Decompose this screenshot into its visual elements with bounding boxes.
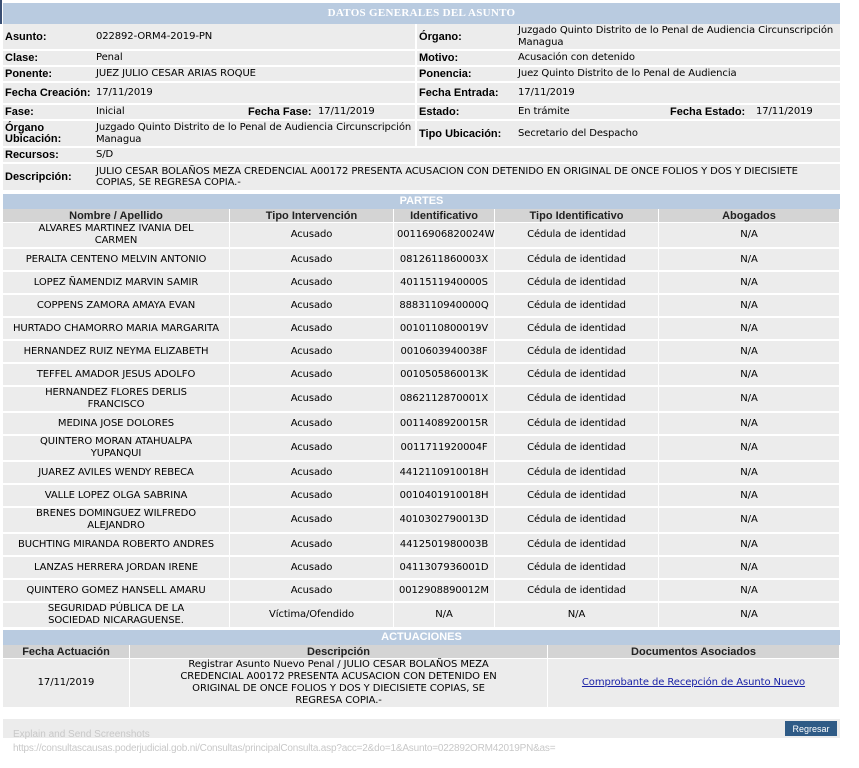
- partes-header-abogados: Abogados: [659, 209, 840, 223]
- case-details-panel: [3, 3, 840, 709]
- table-row: [3, 318, 840, 341]
- actuaciones-header-fecha: Fecha Actuación: [3, 645, 130, 659]
- parte-tipo-identificativo: N/A: [495, 603, 659, 629]
- recursos-value: S/D: [94, 148, 840, 164]
- parte-identificativo: 8883110940000Q: [394, 295, 495, 318]
- parte-tipo-identificativo: Cédula de identidad: [495, 413, 659, 436]
- parte-nombre: VALLE LOPEZ OLGA SABRINA: [3, 485, 230, 508]
- table-row: [3, 387, 840, 413]
- parte-abogados: N/A: [659, 341, 840, 364]
- actuacion-fecha: 17/11/2019: [3, 659, 130, 709]
- asunto-label: Asunto:: [3, 24, 94, 51]
- clase-label: Clase:: [3, 51, 94, 67]
- table-row: [3, 413, 840, 436]
- fecha-creacion-value: 17/11/2019: [94, 83, 415, 105]
- partes-rows: [3, 223, 840, 629]
- recursos-label: Recursos:: [3, 148, 94, 164]
- parte-identificativo: 0411307936001D: [394, 557, 495, 580]
- parte-nombre: HURTADO CHAMORRO MARIA MARGARITA: [3, 318, 230, 341]
- parte-tipo-identificativo: Cédula de identidad: [495, 249, 659, 272]
- organo-ubicacion-label: Órgano Ubicación:: [3, 121, 94, 148]
- actuaciones-table: [3, 645, 840, 709]
- parte-abogados: N/A: [659, 485, 840, 508]
- table-row: [3, 272, 840, 295]
- parte-nombre: SEGURIDAD PÚBLICA DE LA SOCIEDAD NICARAGUENSE.: [3, 603, 230, 629]
- parte-nombre: BUCHTING MIRANDA ROBERTO ANDRES: [3, 534, 230, 557]
- comprobante-recepcion-link[interactable]: Comprobante de Recepción de Asunto Nuevo: [581, 677, 806, 688]
- parte-abogados: N/A: [659, 223, 840, 249]
- parte-identificativo: 0010505860013K: [394, 364, 495, 387]
- actuacion-documentos: [548, 659, 840, 709]
- parte-abogados: N/A: [659, 364, 840, 387]
- parte-nombre: LOPEZ ÑAMENDIZ MARVIN SAMIR: [3, 272, 230, 295]
- partes-header-tipo-identificativo: Tipo Identificativo: [495, 209, 659, 223]
- table-row: [3, 580, 840, 603]
- parte-nombre: BRENES DOMINGUEZ WILFREDO ALEJANDRO: [3, 508, 230, 534]
- table-row: [3, 341, 840, 364]
- parte-tipo-intervencion: Acusado: [230, 341, 394, 364]
- parte-abogados: N/A: [659, 413, 840, 436]
- fecha-entrada-label: Fecha Entrada:: [415, 83, 516, 105]
- parte-tipo-intervencion: Acusado: [230, 413, 394, 436]
- parte-tipo-identificativo: Cédula de identidad: [495, 272, 659, 295]
- table-row: [3, 436, 840, 462]
- descripcion-label: Descripción:: [3, 164, 94, 192]
- fecha-estado-value: 17/11/2019: [754, 105, 840, 121]
- table-row: [3, 534, 840, 557]
- parte-abogados: N/A: [659, 436, 840, 462]
- general-title: DATOS GENERALES DEL ASUNTO: [3, 3, 840, 24]
- clase-value: Penal: [94, 51, 415, 67]
- fecha-entrada-value: 17/11/2019: [516, 83, 840, 105]
- parte-abogados: N/A: [659, 462, 840, 485]
- motivo-value: Acusación con detenido: [516, 51, 840, 67]
- parte-tipo-intervencion: Acusado: [230, 580, 394, 603]
- table-row: [3, 249, 840, 272]
- parte-tipo-intervencion: Acusado: [230, 557, 394, 580]
- parte-nombre: ALVARES MARTINEZ IVANIA DEL CARMEN: [3, 223, 230, 249]
- organo-label: Órgano:: [415, 24, 516, 51]
- fase-value: Inicial: [94, 105, 246, 121]
- general-table: [3, 24, 840, 192]
- organo-ubicacion-value: Juzgado Quinto Distrito de lo Penal de Audiencia Circunscripción Managua: [94, 121, 415, 148]
- status-url-text: https://consultascausas.poderjudicial.gob.ni/Consultas/principalConsulta.asp?acc=2&do=1&Asunto=022892ORM42019PN&as=: [13, 743, 556, 754]
- parte-identificativo: 0862112870001X: [394, 387, 495, 413]
- parte-identificativo: 0812611860003X: [394, 249, 495, 272]
- parte-tipo-intervencion: Acusado: [230, 436, 394, 462]
- fecha-fase-value: 17/11/2019: [316, 105, 415, 121]
- ponente-label: Ponente:: [3, 67, 94, 83]
- parte-tipo-identificativo: Cédula de identidad: [495, 462, 659, 485]
- ponencia-label: Ponencia:: [415, 67, 516, 83]
- table-row: [3, 508, 840, 534]
- descripcion-value: JULIO CESAR BOLAÑOS MEZA CREDENCIAL A00172 PRESENTA ACUSACION CON DETENIDO EN ORIGINAL DE ONCE FOLIOS Y DOS Y DIECISIETE COPIAS, SE REGRESA COPIA.-: [94, 164, 840, 192]
- parte-nombre: PERALTA CENTENO MELVIN ANTONIO: [3, 249, 230, 272]
- partes-title: PARTES: [3, 194, 840, 209]
- page-edge: [0, 0, 2, 24]
- actuaciones-title: ACTUACIONES: [3, 630, 840, 645]
- parte-tipo-identificativo: Cédula de identidad: [495, 318, 659, 341]
- parte-abogados: N/A: [659, 580, 840, 603]
- fecha-creacion-label: Fecha Creación:: [3, 83, 94, 105]
- parte-abogados: N/A: [659, 249, 840, 272]
- parte-tipo-intervencion: Víctima/Ofendido: [230, 603, 394, 629]
- parte-tipo-identificativo: Cédula de identidad: [495, 223, 659, 249]
- parte-tipo-intervencion: Acusado: [230, 462, 394, 485]
- actuacion-row: [3, 659, 840, 709]
- parte-tipo-intervencion: Acusado: [230, 485, 394, 508]
- parte-nombre: HERNANDEZ RUIZ NEYMA ELIZABETH: [3, 341, 230, 364]
- parte-nombre: MEDINA JOSE DOLORES: [3, 413, 230, 436]
- organo-value: Juzgado Quinto Distrito de lo Penal de Audiencia Circunscripción Managua: [516, 24, 840, 51]
- parte-abogados: N/A: [659, 508, 840, 534]
- parte-tipo-identificativo: Cédula de identidad: [495, 485, 659, 508]
- parte-identificativo: 0012908890012M: [394, 580, 495, 603]
- parte-identificativo: 4011511940000S: [394, 272, 495, 295]
- actuacion-descripcion: Registrar Asunto Nuevo Penal / JULIO CESAR BOLAÑOS MEZA CREDENCIAL A00172 PRESENTA ACUSACION CON DETENIDO EN ORIGINAL DE ONCE FOLIOS Y DOS Y DIECISIETE COPIAS, SE REGRESA COPIA.-: [130, 659, 548, 709]
- parte-identificativo: 0010603940038F: [394, 341, 495, 364]
- parte-tipo-intervencion: Acusado: [230, 249, 394, 272]
- partes-header-identificativo: Identificativo: [394, 209, 495, 223]
- parte-abogados: N/A: [659, 534, 840, 557]
- parte-tipo-intervencion: Acusado: [230, 508, 394, 534]
- table-row: [3, 485, 840, 508]
- table-row: [3, 295, 840, 318]
- parte-tipo-intervencion: Acusado: [230, 534, 394, 557]
- parte-abogados: N/A: [659, 295, 840, 318]
- parte-tipo-identificativo: Cédula de identidad: [495, 580, 659, 603]
- parte-tipo-identificativo: Cédula de identidad: [495, 534, 659, 557]
- actuaciones-header-documentos: Documentos Asociados: [548, 645, 840, 659]
- parte-abogados: N/A: [659, 557, 840, 580]
- fecha-fase-label: Fecha Fase:: [246, 105, 316, 121]
- table-row: [3, 557, 840, 580]
- parte-nombre: QUINTERO GOMEZ HANSELL AMARU: [3, 580, 230, 603]
- parte-tipo-identificativo: Cédula de identidad: [495, 295, 659, 318]
- parte-tipo-identificativo: Cédula de identidad: [495, 436, 659, 462]
- parte-tipo-intervencion: Acusado: [230, 387, 394, 413]
- parte-nombre: TEFFEL AMADOR JESUS ADOLFO: [3, 364, 230, 387]
- parte-tipo-intervencion: Acusado: [230, 364, 394, 387]
- ponente-value: JUEZ JULIO CESAR ARIAS ROQUE: [94, 67, 415, 83]
- parte-tipo-intervencion: Acusado: [230, 295, 394, 318]
- parte-identificativo: 0010401910018H: [394, 485, 495, 508]
- asunto-value: 022892-ORM4-2019-PN: [94, 24, 415, 51]
- partes-header-nombre: Nombre / Apellido: [3, 209, 230, 223]
- estado-label: Estado:: [415, 105, 516, 121]
- parte-identificativo: 0011711920004F: [394, 436, 495, 462]
- parte-identificativo: 4412110910018H: [394, 462, 495, 485]
- fecha-estado-label: Fecha Estado:: [668, 105, 754, 121]
- actuaciones-header-descripcion: Descripción: [130, 645, 548, 659]
- estado-value: En trámite: [516, 105, 668, 121]
- parte-tipo-identificativo: Cédula de identidad: [495, 341, 659, 364]
- parte-tipo-intervencion: Acusado: [230, 272, 394, 295]
- parte-nombre: JUAREZ AVILES WENDY REBECA: [3, 462, 230, 485]
- parte-identificativo: N/A: [394, 603, 495, 629]
- parte-nombre: HERNANDEZ FLORES DERLIS FRANCISCO: [3, 387, 230, 413]
- parte-identificativo: 0011408920015R: [394, 413, 495, 436]
- tipo-ubicacion-value: Secretario del Despacho: [516, 121, 840, 148]
- parte-tipo-intervencion: Acusado: [230, 223, 394, 249]
- tipo-ubicacion-label: Tipo Ubicación:: [415, 121, 516, 148]
- parte-nombre: QUINTERO MORAN ATAHUALPA YUPANQUI: [3, 436, 230, 462]
- parte-identificativo: 4412501980003B: [394, 534, 495, 557]
- table-row: [3, 603, 840, 629]
- partes-header-tipo-intervencion: Tipo Intervención: [230, 209, 394, 223]
- parte-abogados: N/A: [659, 603, 840, 629]
- regresar-button[interactable]: Regresar: [785, 721, 837, 736]
- parte-nombre: LANZAS HERRERA JORDAN IRENE: [3, 557, 230, 580]
- parte-abogados: N/A: [659, 318, 840, 341]
- parte-identificativo: 00116906820024W: [394, 223, 495, 249]
- parte-tipo-identificativo: Cédula de identidad: [495, 364, 659, 387]
- parte-identificativo: 0010110800019V: [394, 318, 495, 341]
- fase-label: Fase:: [3, 105, 94, 121]
- table-row: [3, 364, 840, 387]
- parte-nombre: COPPENS ZAMORA AMAYA EVAN: [3, 295, 230, 318]
- explain-send-screenshots-text: Explain and Send Screenshots: [13, 729, 150, 740]
- parte-tipo-identificativo: Cédula de identidad: [495, 557, 659, 580]
- parte-tipo-intervencion: Acusado: [230, 318, 394, 341]
- table-row: [3, 462, 840, 485]
- parte-tipo-identificativo: Cédula de identidad: [495, 508, 659, 534]
- ponencia-value: Juez Quinto Distrito de lo Penal de Audiencia: [516, 67, 840, 83]
- parte-abogados: N/A: [659, 387, 840, 413]
- partes-table: [3, 209, 840, 629]
- parte-abogados: N/A: [659, 272, 840, 295]
- table-row: [3, 223, 840, 249]
- motivo-label: Motivo:: [415, 51, 516, 67]
- parte-identificativo: 4010302790013D: [394, 508, 495, 534]
- parte-tipo-identificativo: Cédula de identidad: [495, 387, 659, 413]
